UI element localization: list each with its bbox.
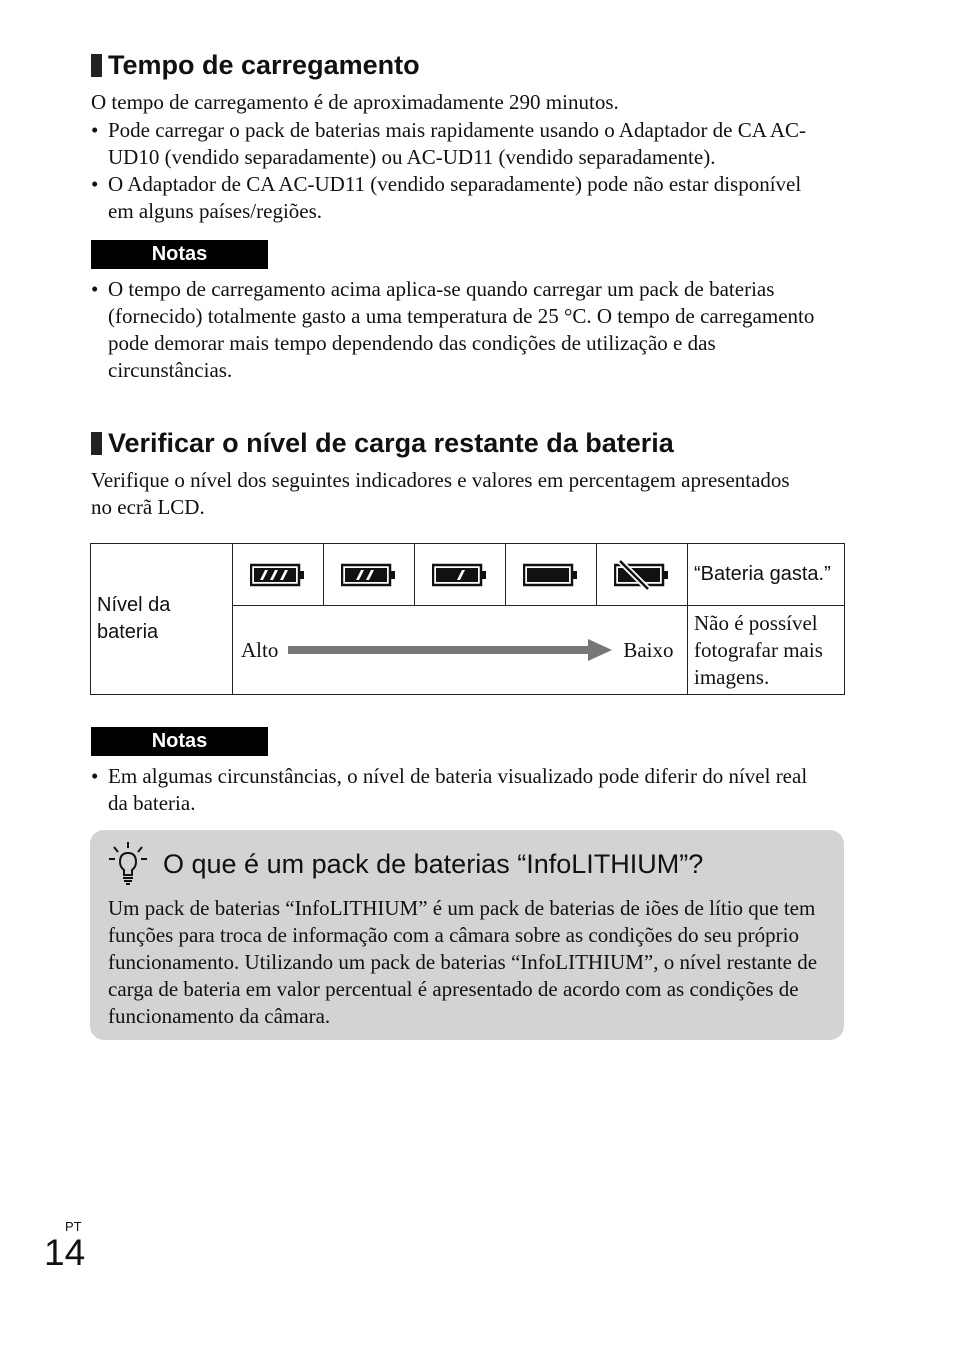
- battery-depleted-icon: [614, 560, 670, 590]
- page-number: 14: [44, 1232, 86, 1273]
- tip-text: Um pack de baterias “InfoLITHIUM” é um pack de baterias de iões de lítio que tem funções para troca de informação com a câmara sobre as condições do seu próprio funcionamento. Utilizando um pack de baterias “InfoLITHIUM”, o nível restante de carga de bateria em valor percentual é apresentado de acordo com as condições de funcionamento da câmara.: [108, 896, 818, 1028]
- battery-3-bars-icon: [250, 562, 306, 588]
- depleted-label: “Bateria gasta.”: [688, 544, 845, 606]
- heading-square-icon: [91, 432, 102, 455]
- heading-text: Tempo de carregamento: [108, 50, 420, 80]
- section-heading-charging-time: [91, 50, 420, 81]
- arrow-right-icon: [288, 638, 613, 662]
- tip-title: O que é um pack de baterias “InfoLITHIUM”?: [163, 849, 704, 879]
- list-item: • O Adaptador de CA AC-UD11 (vendido separadamente) pode não estar disponível em alguns países/regiões.: [91, 171, 831, 225]
- battery-cell: [506, 544, 597, 606]
- notes-label: Notas: [91, 240, 268, 269]
- no-more-photos-text: Não é possível fotografar mais imagens.: [688, 606, 845, 695]
- low-label: Baixo: [623, 637, 674, 662]
- notes-list: [91, 276, 843, 384]
- battery-cell: [324, 544, 415, 606]
- heading-square-icon: [91, 54, 102, 77]
- high-label: Alto: [241, 637, 279, 662]
- battery-cell: [415, 544, 506, 606]
- list-item: • Em algumas circunstâncias, o nível de bateria visualizado pode diferir do nível real da bateria.: [91, 763, 831, 817]
- row-header: Nível da bateria: [91, 544, 233, 695]
- battery-cell: [597, 544, 688, 606]
- notes-label: Notas: [91, 727, 268, 756]
- battery-cell: [233, 544, 324, 606]
- section-heading-battery-level: [91, 428, 674, 459]
- level-arrow-cell: [233, 606, 688, 695]
- charging-time-intro: O tempo de carregamento é de aproximadamente 290 minutos.: [91, 90, 619, 114]
- battery-empty-icon: [523, 562, 579, 588]
- notes-list: [91, 763, 831, 817]
- list-item: • Pode carregar o pack de baterias mais rapidamente usando o Adaptador de CA AC-UD10 (vendido separadamente) ou AC-UD11 (vendido separadamente).: [91, 117, 831, 171]
- heading-text: Verificar o nível de carga restante da bateria: [108, 428, 674, 458]
- battery-2-bars-icon: [341, 562, 397, 588]
- battery-level-intro: Verifique o nível dos seguintes indicadores e valores em percentagem apresentados no ecrã LCD.: [91, 468, 790, 519]
- battery-1-bar-icon: [432, 562, 488, 588]
- lightbulb-icon: [108, 840, 148, 888]
- battery-level-table: [90, 543, 845, 695]
- charging-bullets: [91, 117, 831, 225]
- list-item: • O tempo de carregamento acima aplica-se quando carregar um pack de baterias (fornecido) totalmente gasto a uma temperatura de 25 °C. O tempo de carregamento pode demorar mais tempo dependendo das condições de utilização e das circunstâncias.: [91, 276, 843, 384]
- language-label: PT: [65, 1219, 82, 1234]
